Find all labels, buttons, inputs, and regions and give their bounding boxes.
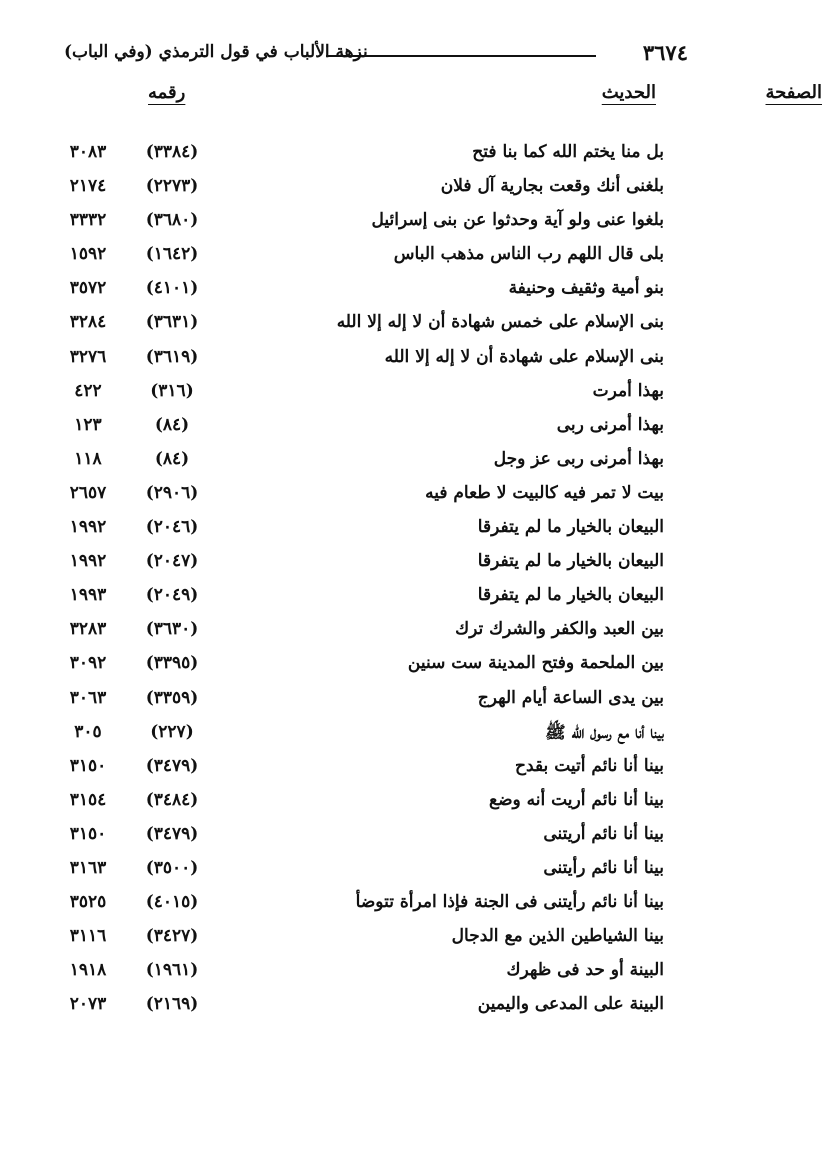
hadith-page: ١٩٩٣ bbox=[69, 585, 107, 606]
hadith-number: (٣٥٠٠) bbox=[145, 857, 199, 878]
hadith-page: ٣٢٧٦ bbox=[69, 346, 107, 367]
index-entry bbox=[0, 347, 756, 381]
hadith-text: بينا أنا نائم أريت أنه وضع bbox=[489, 789, 664, 810]
hadith-text: بهذا أمرت bbox=[592, 380, 664, 401]
page-number: ٣٦٧٤ bbox=[642, 40, 688, 65]
hadith-page: ٢٠٧٣ bbox=[69, 994, 107, 1015]
hadith-page: ٢٦٥٧ bbox=[69, 482, 107, 503]
hadith-text: البيعان بالخيار ما لم يتفرقا bbox=[477, 585, 664, 606]
hadith-index-list bbox=[0, 142, 756, 1028]
hadith-number: (٣٣٨٤) bbox=[145, 142, 199, 162]
index-entry bbox=[0, 210, 756, 244]
hadith-number: (٣٦١٩) bbox=[145, 346, 199, 367]
hadith-page: ٣١٥٤ bbox=[69, 789, 107, 810]
hadith-number: (٨٤) bbox=[154, 414, 190, 435]
hadith-number: (٢٠٤٦) bbox=[145, 517, 199, 538]
hadith-text: بين الملحمة وفتح المدينة ست سنين bbox=[407, 653, 664, 674]
column-header-page: الصفحة bbox=[765, 82, 822, 103]
index-entry bbox=[0, 824, 756, 858]
column-header-hadith: الحديث bbox=[601, 82, 656, 103]
hadith-text: بلى قال اللهم رب الناس مذهب الباس bbox=[393, 244, 664, 265]
hadith-number: (٣٤٧٩) bbox=[145, 823, 199, 844]
hadith-page: ٣٢٨٣ bbox=[69, 619, 107, 640]
hadith-text: بهذا أمرنى ربى عز وجل bbox=[493, 448, 664, 469]
hadith-page: ٣٠٦٣ bbox=[69, 687, 107, 708]
running-header bbox=[64, 40, 688, 68]
index-entry bbox=[0, 892, 756, 926]
index-entry bbox=[0, 722, 756, 756]
hadith-number: (٣٦٨٠) bbox=[145, 210, 199, 231]
index-entry bbox=[0, 176, 756, 210]
hadith-number: (٣٦٣١) bbox=[145, 312, 199, 333]
hadith-number: (٢١٦٩) bbox=[145, 994, 199, 1015]
hadith-page: ٤٢٢ bbox=[74, 380, 102, 401]
hadith-page: ١٩١٨ bbox=[69, 960, 107, 981]
index-entry bbox=[0, 517, 756, 551]
index-entry bbox=[0, 585, 756, 619]
hadith-page: ٣٠٥ bbox=[74, 721, 102, 742]
index-entry bbox=[0, 483, 756, 517]
hadith-number: (٢٢٧٣) bbox=[145, 176, 199, 197]
hadith-text: البينة على المدعى واليمين bbox=[477, 994, 664, 1015]
hadith-text: بلغوا عنى ولو آية وحدثوا عن بنى إسرائيل bbox=[371, 210, 664, 231]
hadith-text: بينا أنا نائم أتيت بقدح bbox=[515, 755, 664, 776]
hadith-number: (٣٤٢٧) bbox=[145, 926, 199, 947]
hadith-page: ٣٣٣٢ bbox=[69, 210, 107, 231]
hadith-page: ١١٨ bbox=[74, 448, 102, 469]
hadith-number: (٣١٦) bbox=[150, 380, 194, 401]
hadith-page: ١٩٩٢ bbox=[69, 551, 107, 572]
index-entry bbox=[0, 312, 756, 346]
hadith-text: البينة أو حد فى ظهرك bbox=[506, 960, 664, 981]
hadith-text: البيعان بالخيار ما لم يتفرقا bbox=[477, 517, 664, 538]
index-entry bbox=[0, 381, 756, 415]
hadith-text: بنى الإسلام على شهادة أن لا إله إلا الله bbox=[384, 346, 664, 367]
hadith-number: (٣٣٩٥) bbox=[145, 653, 199, 674]
hadith-number: (١٩٦١) bbox=[145, 960, 199, 981]
header-rule bbox=[326, 55, 596, 57]
book-title: نزهة الألباب في قول الترمذي (وفي الباب) bbox=[64, 42, 368, 62]
hadith-number: (٢٠٤٩) bbox=[145, 585, 199, 606]
hadith-text: بين يدى الساعة أيام الهرج bbox=[477, 687, 664, 708]
index-entry bbox=[0, 551, 756, 585]
hadith-page: ٣٠٩٢ bbox=[69, 653, 107, 674]
hadith-page: ٢١٧٤ bbox=[69, 176, 107, 197]
hadith-number: (٨٤) bbox=[154, 448, 190, 469]
hadith-page: ٣١٦٣ bbox=[69, 857, 107, 878]
hadith-number: (٣٣٥٩) bbox=[145, 687, 199, 708]
hadith-number: (٤١٠١) bbox=[145, 278, 199, 299]
index-entry bbox=[0, 244, 756, 278]
hadith-number: (٢٢٧) bbox=[150, 721, 194, 742]
hadith-text: بينا أنا نائم رأيتنى bbox=[543, 857, 664, 878]
hadith-text: بينا أنا مع رسول الله ﷺ bbox=[545, 722, 664, 743]
hadith-text: البيعان بالخيار ما لم يتفرقا bbox=[477, 551, 664, 572]
hadith-number: (١٦٤٢) bbox=[145, 244, 199, 265]
index-entry bbox=[0, 415, 756, 449]
index-entry bbox=[0, 449, 756, 483]
hadith-text: بينا أنا نائم رأيتنى فى الجنة فإذا امرأة تتوضأ bbox=[355, 892, 664, 913]
hadith-page: ٣١٥٠ bbox=[69, 823, 107, 844]
column-headers bbox=[0, 82, 822, 116]
index-entry bbox=[0, 790, 756, 824]
hadith-page: ١٩٩٢ bbox=[69, 517, 107, 538]
column-header-number: رقمه bbox=[148, 82, 186, 103]
hadith-text: بنى الإسلام على خمس شهادة أن لا إله إلا الله bbox=[336, 312, 664, 333]
hadith-text: بيت لا تمر فيه كالبيت لا طعام فيه bbox=[425, 482, 664, 503]
hadith-page: ٣٥٧٢ bbox=[69, 278, 107, 299]
hadith-page: ٣١٥٠ bbox=[69, 755, 107, 776]
hadith-number: (٤٠١٥) bbox=[145, 892, 199, 913]
hadith-number: (٣٦٣٠) bbox=[145, 619, 199, 640]
hadith-page: ٣٠٨٣ bbox=[69, 142, 107, 162]
index-entry bbox=[0, 688, 756, 722]
hadith-number: (٢٠٤٧) bbox=[145, 551, 199, 572]
index-entry bbox=[0, 960, 756, 994]
hadith-text: بهذا أمرنى ربى bbox=[556, 414, 664, 435]
hadith-number: (٢٩٠٦) bbox=[145, 482, 199, 503]
index-entry bbox=[0, 619, 756, 653]
hadith-page: ٣٢٨٤ bbox=[69, 312, 107, 333]
index-entry bbox=[0, 858, 756, 892]
hadith-text: بل منا يختم الله كما بنا فتح bbox=[472, 142, 664, 162]
index-entry bbox=[0, 278, 756, 312]
hadith-text: بين العبد والكفر والشرك ترك bbox=[455, 619, 664, 640]
hadith-text: بنو أمية وثقيف وحنيفة bbox=[508, 278, 664, 299]
index-entry bbox=[0, 653, 756, 687]
hadith-text: بينا الشياطين الذين مع الدجال bbox=[451, 926, 664, 947]
index-entry bbox=[0, 756, 756, 790]
index-entry bbox=[0, 142, 756, 176]
hadith-number: (٣٤٨٤) bbox=[145, 789, 199, 810]
hadith-text: بلغنى أنك وقعت بجارية آل فلان bbox=[440, 176, 664, 197]
hadith-page: ٣١١٦ bbox=[69, 926, 107, 947]
hadith-page: ١٢٣ bbox=[74, 414, 102, 435]
hadith-number: (٣٤٧٩) bbox=[145, 755, 199, 776]
index-entry bbox=[0, 994, 756, 1028]
hadith-text: بينا أنا نائم أريتنى bbox=[543, 823, 664, 844]
hadith-page: ٣٥٢٥ bbox=[69, 892, 107, 913]
index-entry bbox=[0, 926, 756, 960]
hadith-page: ١٥٩٢ bbox=[69, 244, 107, 265]
